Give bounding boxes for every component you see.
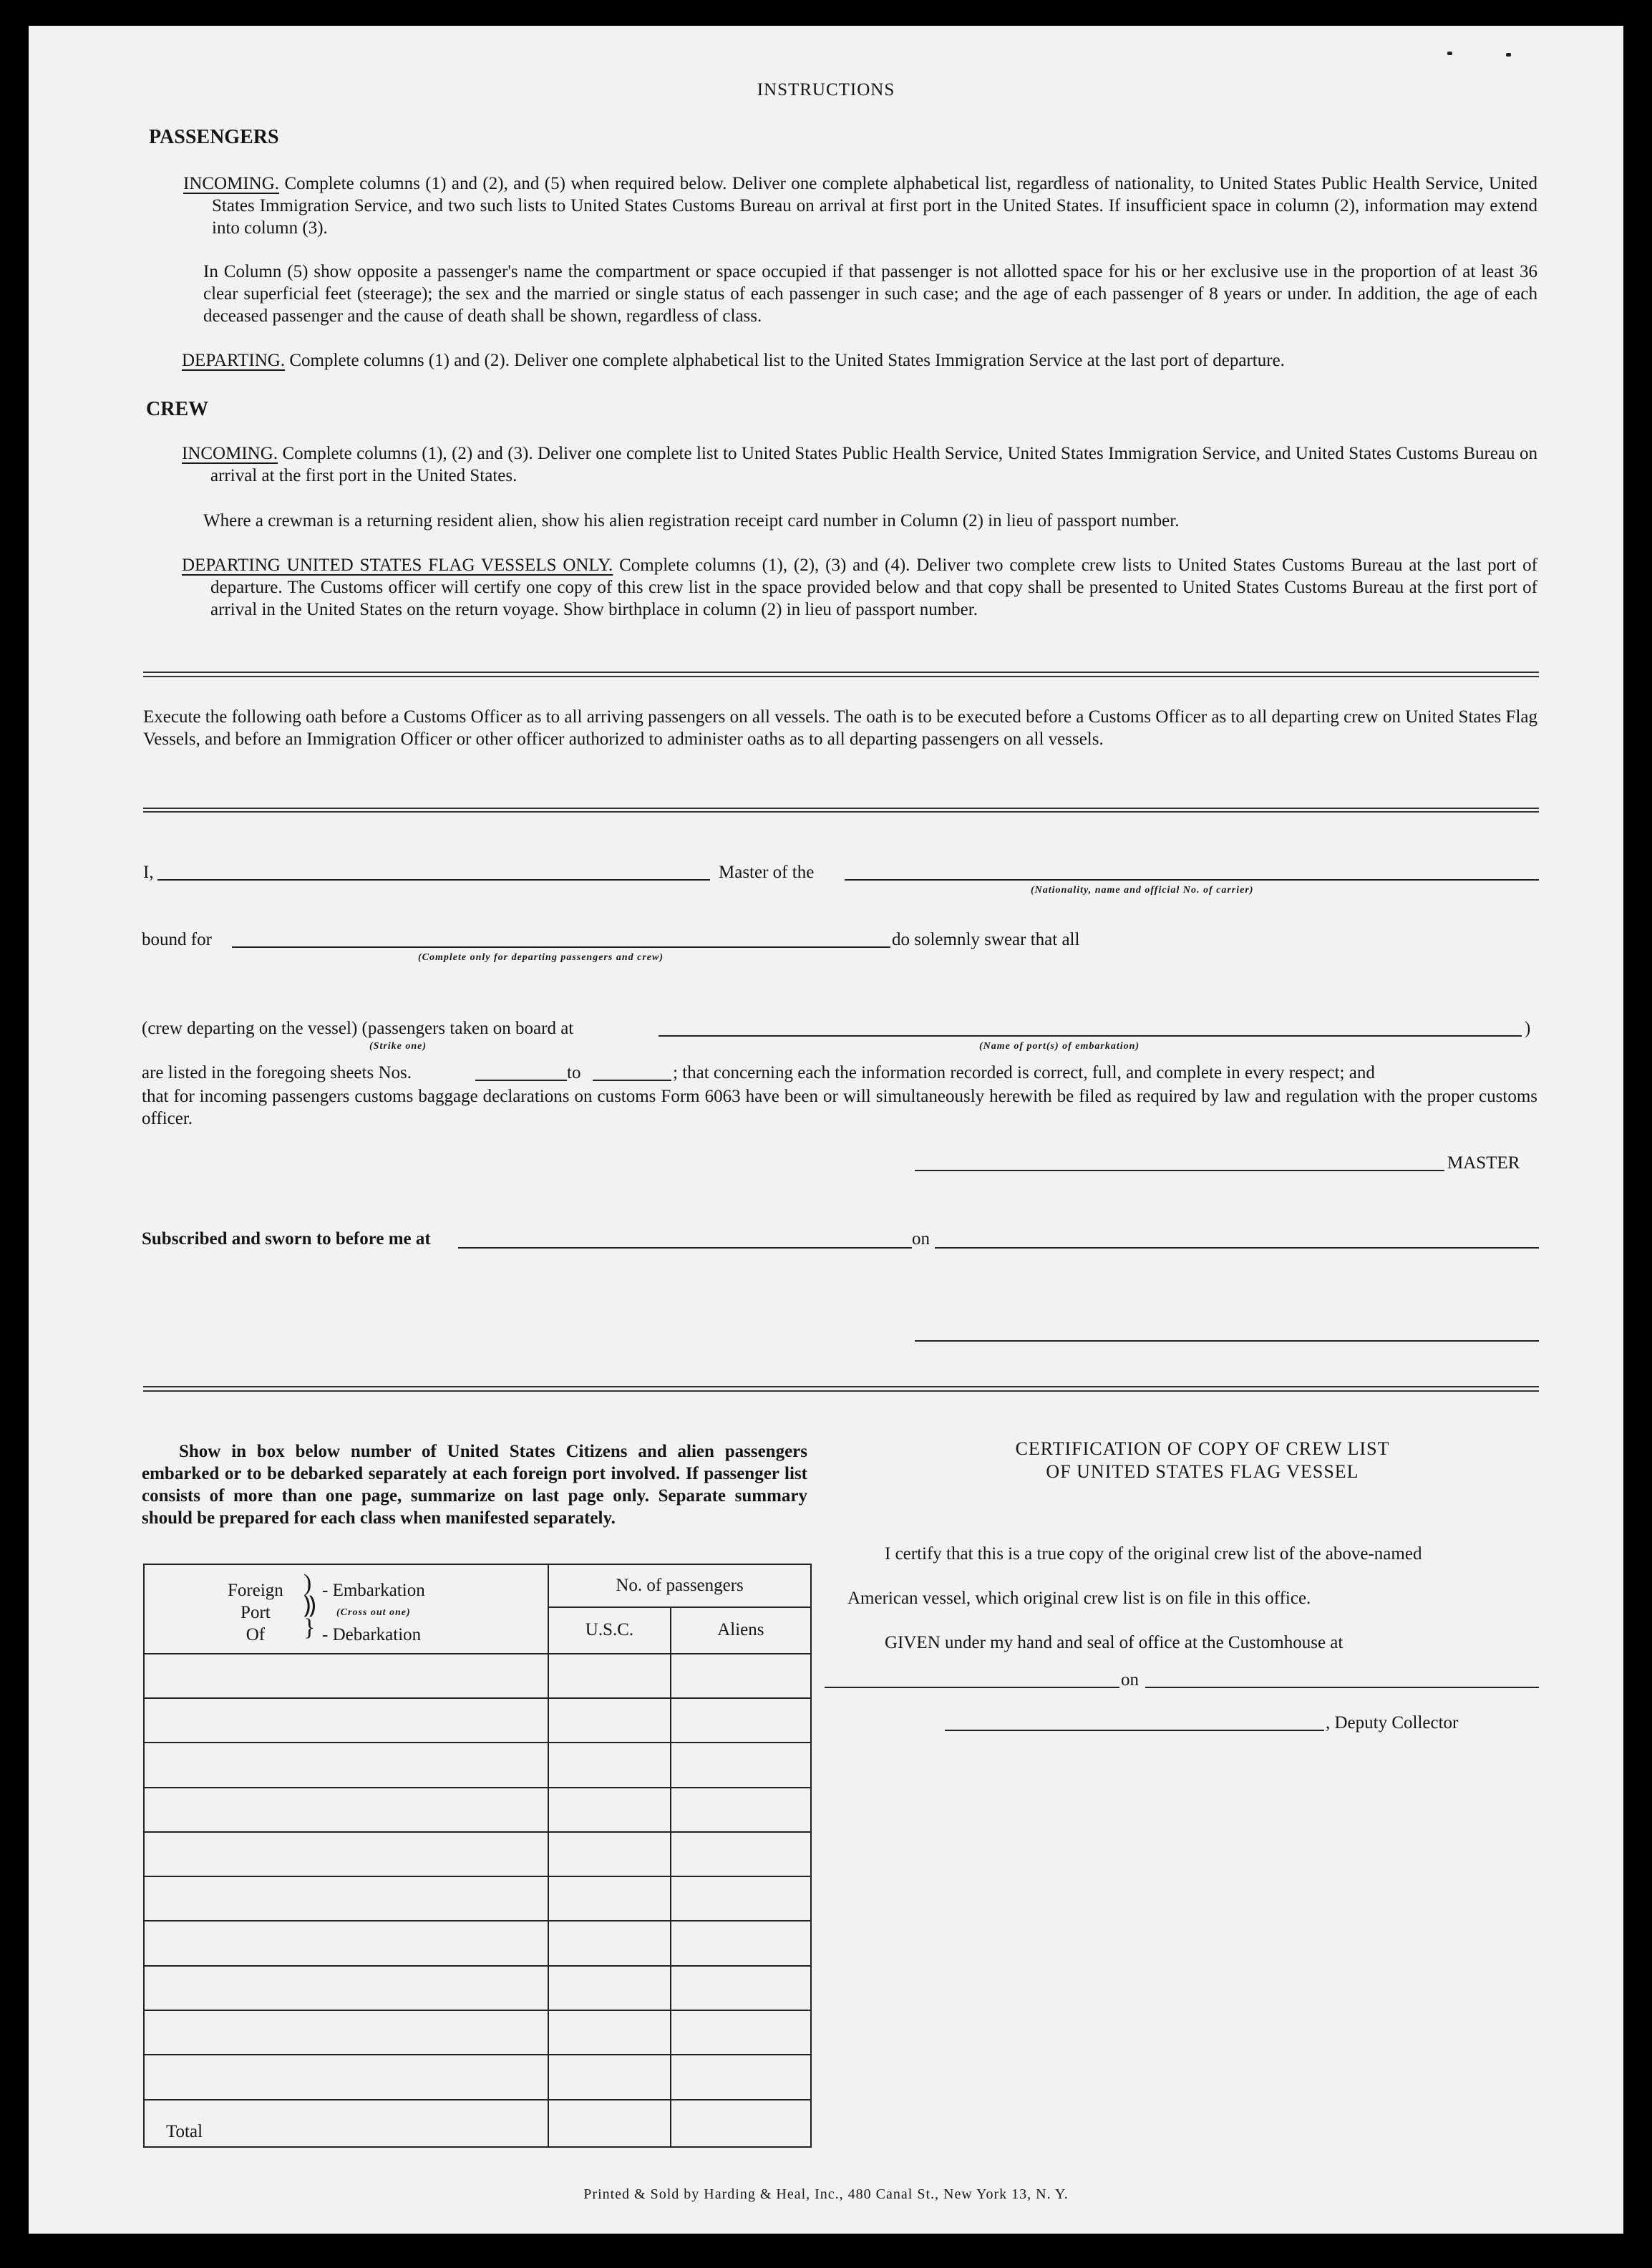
aliens-cell[interactable] [671, 1921, 811, 1965]
instructions-title: INSTRUCTIONS [757, 80, 895, 100]
sheet-from-field[interactable] [475, 1080, 567, 1081]
crew-incoming-text: Complete columns (1), (2) and (3). Deliver one complete list to United States Public Health Service, United States Immigration Service, and United States Customs Bureau on arrival at the first port in the United States. [210, 444, 1537, 485]
listed-line2: that for incoming passengers customs baggage declarations on customs Form 6063 have been or will simultaneously herewith be filed as required by law and regulation with the proper customs officer. [142, 1087, 1537, 1128]
deputy-signature-field[interactable] [945, 1730, 1324, 1731]
listed-prefix: are listed in the foregoing sheets Nos. [142, 1063, 412, 1082]
crew-incoming-paragraph [182, 442, 1537, 487]
bound-note: (Complete only for departing passengers and crew) [418, 952, 664, 963]
subscribed-place-field[interactable] [458, 1247, 912, 1249]
port-cell[interactable] [144, 2055, 548, 2099]
port-cell[interactable] [144, 1654, 548, 1698]
total-aliens-cell[interactable] [671, 2100, 811, 2147]
passengers-incoming-text: Complete columns (1) and (2), and (5) when required below. Deliver one complete alphabetical list, regardless of nationality, to United States Public Health Service, United States Immigration Service, and two such lists to United States Customs Bureau on arrival at first port in the United States. If insufficient space in column (2), information may extend into column (3). [212, 174, 1538, 238]
usc-cell[interactable] [548, 1921, 671, 1965]
debarkation-label: - Debarkation [322, 1625, 422, 1644]
to-label: to [567, 1063, 581, 1082]
certification-title [859, 1438, 1546, 1483]
summary-row [144, 2055, 811, 2099]
aliens-cell[interactable] [671, 2010, 811, 2055]
total-label: Total [144, 2100, 548, 2147]
passengers-incoming-label: INCOMING. [183, 174, 280, 193]
port-cell[interactable] [144, 1832, 548, 1876]
port-note: (Name of port(s) of embarkation) [979, 1041, 1140, 1052]
punch-mark [1447, 52, 1452, 55]
port-cell[interactable] [144, 1743, 548, 1787]
usc-cell[interactable] [548, 1743, 671, 1787]
oath-divider [143, 808, 1539, 813]
section-divider [143, 672, 1539, 677]
master-label: MASTER [1447, 1153, 1520, 1173]
subscribed-label: Subscribed and sworn to before me at [142, 1229, 431, 1249]
summary-row [144, 1876, 811, 1921]
crew-incoming-label: INCOMING. [182, 444, 278, 463]
cross-out-note: (Cross out one) [336, 1607, 411, 1618]
certify-line1: I certify that this is a true copy of the original crew list of the above-named [885, 1544, 1422, 1564]
no-passengers-header: No. of passengers [548, 1564, 811, 1607]
certification-title-line2: OF UNITED STATES FLAG VESSEL [1046, 1461, 1359, 1482]
port-cell[interactable] [144, 1698, 548, 1743]
port-cell[interactable] [144, 2010, 548, 2055]
printer-footer: Printed & Sold by Harding & Heal, Inc., 480 Canal St., New York 13, N. Y. [583, 2186, 1069, 2202]
aliens-cell[interactable] [671, 1654, 811, 1698]
usc-cell[interactable] [548, 1966, 671, 2010]
port-cell[interactable] [144, 1876, 548, 1921]
aliens-cell[interactable] [671, 1966, 811, 2010]
cert-on-label: on [1121, 1670, 1139, 1690]
usc-cell[interactable] [548, 2055, 671, 2099]
of-label: Of [246, 1625, 266, 1644]
embarkation-label: - Embarkation [322, 1581, 425, 1600]
bound-for-label: bound for [142, 930, 212, 949]
summary-row [144, 1788, 811, 1832]
port-embarkation-field[interactable] [659, 1035, 1522, 1037]
passengers-column5-paragraph: In Column (5) show opposite a passenger's name the compartment or space occupied if that passenger is not allotted space for his or her exclusive use in the proportion of at least 36 clear superficial feet (steerage); the sex and the married or single status of each passenger in such case; and the age of each passenger of 8 years or under. In addition, the age of each deceased passenger and the cause of death shall be shown, regardless of class. [203, 262, 1537, 326]
port-cell[interactable] [144, 1966, 548, 2010]
swear-label: do solemnly swear that all [892, 930, 1080, 949]
crew-departing-paragraph [182, 554, 1537, 621]
summary-table-wrapper [143, 1564, 812, 2148]
officer-signature-field[interactable] [915, 1340, 1539, 1342]
given-line: GIVEN under my hand and seal of office at the Customhouse at [885, 1633, 1344, 1652]
summary-table [143, 1564, 812, 2148]
form-sheet [29, 26, 1623, 2234]
carrier-note: (Nationality, name and official No. of carrier) [1031, 885, 1254, 896]
passengers-departing-paragraph [182, 349, 1542, 372]
foreign-label: Foreign [228, 1581, 283, 1600]
usc-cell[interactable] [548, 2010, 671, 2055]
master-of-the-label: Master of the [719, 863, 815, 882]
oath-intro: Execute the following oath before a Customs Officer as to all arriving passengers on all vessels. The oath is to be executed before a Customs Officer as to all departing crew on United States Flag Vessels, and before an Immigration Officer or other officer authorized to administer oaths as to all departing passengers on all vessels. [143, 707, 1537, 749]
passengers-heading: PASSENGERS [149, 126, 279, 148]
lower-divider [143, 1386, 1539, 1392]
usc-cell[interactable] [548, 1832, 671, 1876]
usc-cell[interactable] [548, 1698, 671, 1743]
strike-one-note: (Strike one) [369, 1041, 427, 1052]
aliens-header: Aliens [671, 1607, 811, 1653]
subscribed-date-field[interactable] [935, 1247, 1539, 1249]
usc-cell[interactable] [548, 1788, 671, 1832]
punch-mark [1506, 53, 1511, 57]
certify-line2: American vessel, which original crew list is on file in this office. [847, 1589, 1311, 1608]
aliens-cell[interactable] [671, 1698, 811, 1743]
crew-heading: CREW [146, 398, 209, 420]
aliens-cell[interactable] [671, 1743, 811, 1787]
summary-row [144, 1832, 811, 1876]
port-label: Port [240, 1603, 271, 1622]
summary-row [144, 1698, 811, 1743]
carrier-field[interactable] [845, 879, 1539, 881]
cert-date-field[interactable] [1145, 1687, 1539, 1688]
crew-departing-text: Complete columns (1), (2), (3) and (4). Deliver two complete crew lists to United States Customs Bureau at the last port of departure. The Customs officer will certify one copy of this crew list in the space provided below and that copy shall be presented to United States Customs Bureau at the first port of arrival in the United States on the return voyage. Show birthplace in column (2) in lieu of passport number. [210, 556, 1537, 619]
bound-for-field[interactable] [232, 946, 890, 948]
summary-row [144, 2010, 811, 2055]
usc-header: U.S.C. [548, 1607, 671, 1653]
usc-cell[interactable] [548, 1654, 671, 1698]
sheet-to-field[interactable] [593, 1080, 671, 1081]
brace-icon: ) ⸩ } [303, 1570, 316, 1641]
summary-body [144, 1654, 811, 2100]
subscribed-on-label: on [912, 1229, 930, 1249]
certification-title-line1: CERTIFICATION OF COPY OF CREW LIST [1015, 1438, 1390, 1459]
summary-intro: Show in box below number of United States Citizens and alien passengers embarked or to be debarked separately at each foreign port involved. If passenger list consists of more than one page, summarize on last page only. Separate summary should be prepared for each class when manifested separately. [142, 1442, 807, 1528]
customhouse-field[interactable] [825, 1687, 1119, 1688]
summary-row [144, 1966, 811, 2010]
listed-rest: ; that concerning each the information recorded is correct, full, and complete in every respect; and [673, 1063, 1375, 1082]
aliens-cell[interactable] [671, 1832, 811, 1876]
aliens-cell[interactable] [671, 2055, 811, 2099]
crew-departing-label: DEPARTING UNITED STATES FLAG VESSELS ONLY. [182, 556, 613, 575]
i-label: I, [143, 863, 154, 882]
crew-crewman-paragraph: Where a crewman is a returning resident alien, show his alien registration receipt card number in Column (2) in lieu of passport number. [203, 511, 1180, 530]
deputy-label: , Deputy Collector [1326, 1713, 1459, 1732]
passengers-incoming-paragraph [183, 173, 1537, 239]
passengers-departing-text: Complete columns (1) and (2). Deliver one complete alphabetical list to the United States Immigration Service at the last port of departure. [289, 351, 1285, 370]
summary-row [144, 1921, 811, 1965]
summary-row [144, 1743, 811, 1787]
passengers-departing-label: DEPARTING. [182, 351, 286, 370]
aliens-cell[interactable] [671, 1876, 811, 1921]
usc-cell[interactable] [548, 1876, 671, 1921]
port-header-cell [144, 1564, 548, 1654]
crew-departing-label: (crew departing on the vessel) (passengers taken on board at [142, 1019, 574, 1038]
master-name-field[interactable] [157, 879, 710, 881]
summary-row [144, 1654, 811, 1698]
port-cell[interactable] [144, 1788, 548, 1832]
close-paren: ) [1525, 1019, 1531, 1038]
port-cell[interactable] [144, 1921, 548, 1965]
master-signature-field[interactable] [915, 1170, 1444, 1171]
aliens-cell[interactable] [671, 1788, 811, 1832]
total-usc-cell[interactable] [548, 2100, 671, 2147]
